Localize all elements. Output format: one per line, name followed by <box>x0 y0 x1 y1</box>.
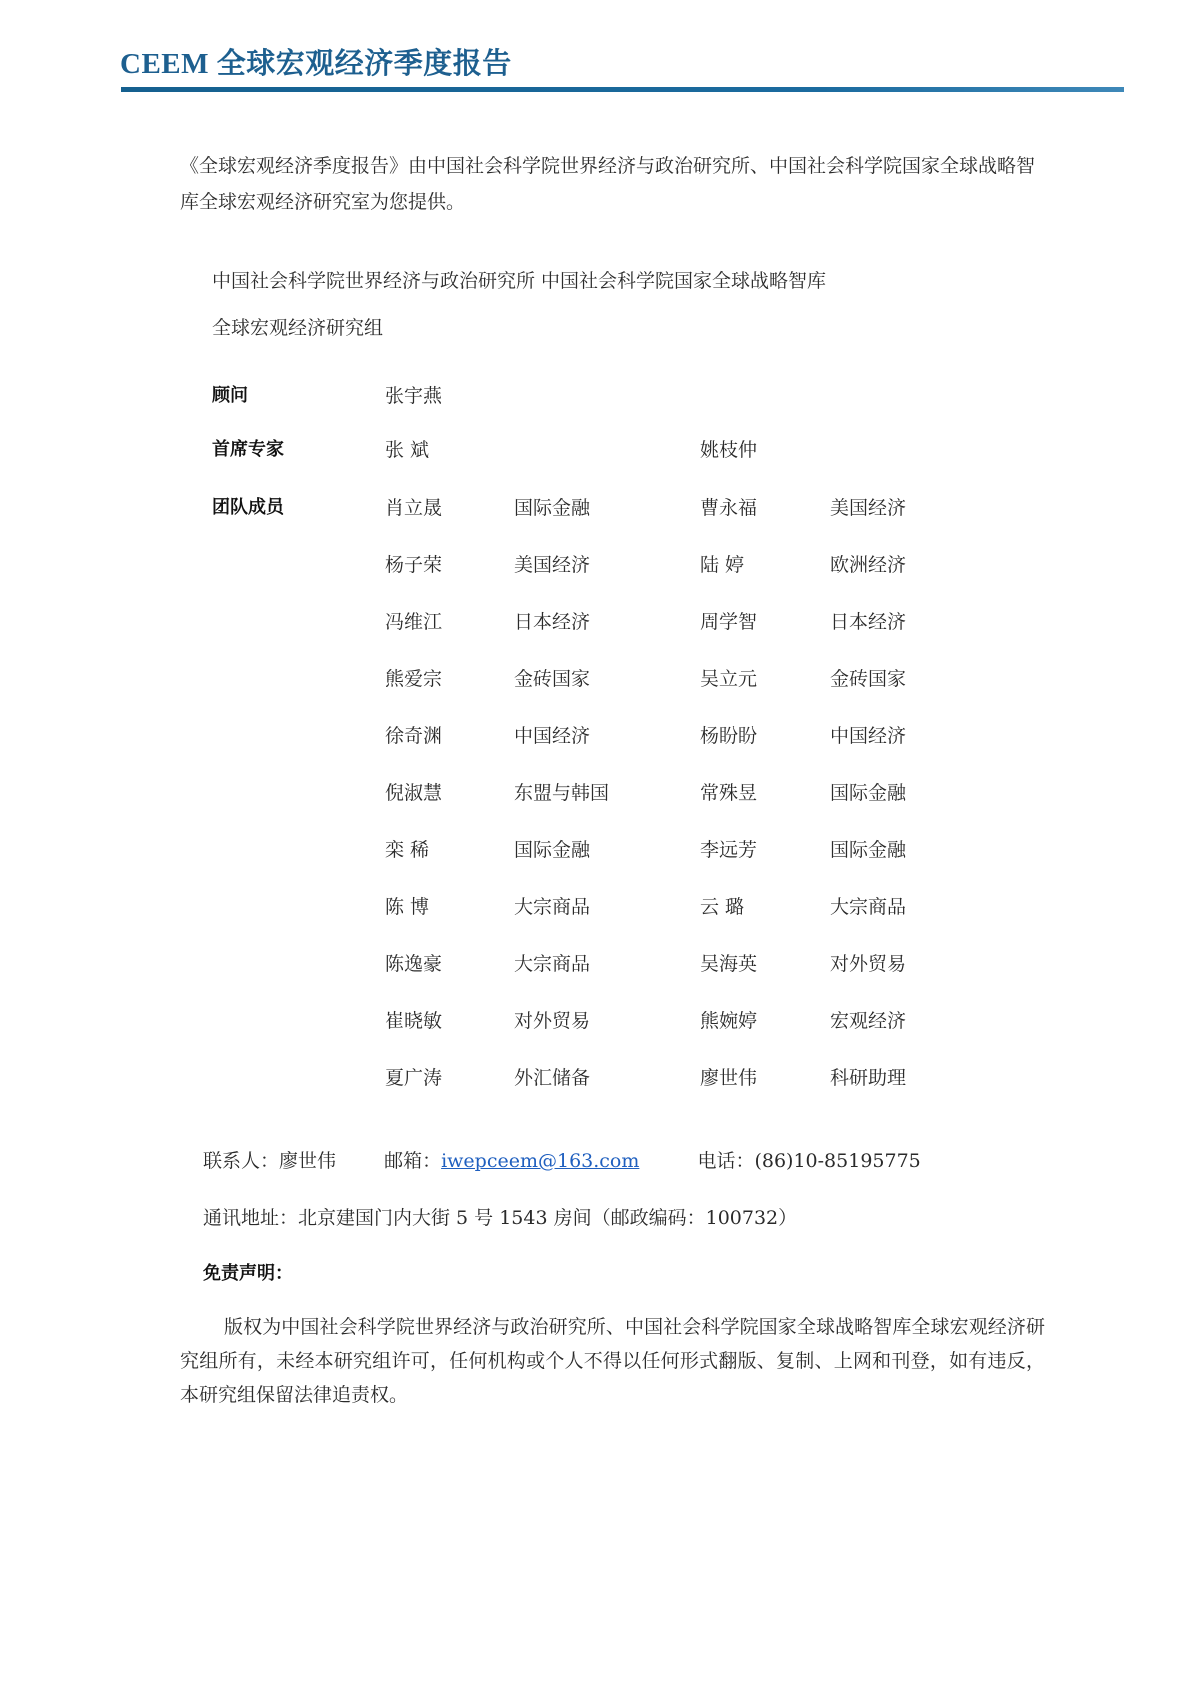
disclaimer-heading: 免责声明： <box>203 1263 293 1284</box>
member-name: 廖世伟 <box>700 1067 758 1089</box>
advisor-label: 顾问 <box>212 385 248 406</box>
member-name: 陈逸豪 <box>385 953 443 975</box>
member-name: 陈 博 <box>385 896 430 918</box>
member-field: 国际金融 <box>514 839 591 861</box>
member-field: 东盟与韩国 <box>514 782 610 804</box>
member-field: 日本经济 <box>830 611 907 633</box>
chief-experts-label: 首席专家 <box>212 439 284 460</box>
contact-person-label: 联系人： <box>203 1150 280 1172</box>
contact-line <box>203 1143 921 1179</box>
member-field: 国际金融 <box>514 497 591 519</box>
member-name: 周学智 <box>700 611 758 633</box>
member-field: 中国经济 <box>514 725 591 747</box>
member-name: 肖立晟 <box>385 497 443 519</box>
member-field: 对外贸易 <box>830 953 907 975</box>
report-title: CEEM 全球宏观经济季度报告 <box>120 48 512 80</box>
member-name: 李远芳 <box>700 839 758 861</box>
intro-paragraph: 《全球宏观经济季度报告》由中国社会科学院世界经济与政治研究所、中国社会科学院国家全球战略智库全球宏观经济研究室为您提供。 <box>180 155 1036 213</box>
member-field: 中国经济 <box>830 725 907 747</box>
team-row <box>0 1060 1200 1096</box>
team-row <box>0 832 1200 868</box>
chief-expert-name: 姚枝仲 <box>700 439 758 461</box>
team-row <box>0 1003 1200 1039</box>
member-name: 曹永福 <box>700 497 758 519</box>
team-row <box>0 547 1200 583</box>
member-name: 吴立元 <box>700 668 758 690</box>
email-link[interactable]: iwepceem@163.com <box>441 1150 640 1172</box>
email-label: 邮箱： <box>384 1150 442 1172</box>
member-field: 科研助理 <box>830 1067 907 1089</box>
team-row <box>0 718 1200 754</box>
member-field: 金砖国家 <box>830 668 907 690</box>
organization-line-2: 全球宏观经济研究组 <box>212 317 384 339</box>
member-field: 美国经济 <box>830 497 907 519</box>
member-name: 杨盼盼 <box>700 725 758 747</box>
disclaimer-text: 版权为中国社会科学院世界经济与政治研究所、中国社会科学院国家全球战略智库全球宏观经济研究组所有，未经本研究组许可，任何机构或个人不得以任何形式翻版、复制、上网和刊登，如有违反，本研究组保留法律追责权。 <box>180 1316 1045 1406</box>
team-row <box>0 889 1200 925</box>
member-name: 徐奇渊 <box>385 725 443 747</box>
team-row <box>0 490 1200 526</box>
team-row <box>0 946 1200 982</box>
member-field: 大宗商品 <box>830 896 907 918</box>
member-field: 金砖国家 <box>514 668 591 690</box>
team-row <box>0 661 1200 697</box>
member-field: 大宗商品 <box>514 896 591 918</box>
member-name: 崔晓敏 <box>385 1010 443 1032</box>
member-field: 宏观经济 <box>830 1010 907 1032</box>
advisor-name: 张宇燕 <box>385 385 443 407</box>
member-name: 陆 婷 <box>700 554 745 576</box>
member-field: 美国经济 <box>514 554 591 576</box>
advisor-row <box>0 378 1200 414</box>
member-name: 栾 稀 <box>385 839 430 861</box>
member-name: 熊婉婷 <box>700 1010 758 1032</box>
contact-person: 廖世伟 <box>279 1150 337 1172</box>
member-field: 日本经济 <box>514 611 591 633</box>
member-field: 国际金融 <box>830 839 907 861</box>
header-divider <box>121 87 1124 92</box>
member-name: 夏广涛 <box>385 1067 443 1089</box>
member-field: 外汇储备 <box>514 1067 591 1089</box>
member-name: 冯维江 <box>385 611 443 633</box>
member-name: 倪淑慧 <box>385 782 443 804</box>
member-name: 熊爱宗 <box>385 668 443 690</box>
chief-expert-name: 张 斌 <box>385 439 430 461</box>
member-field: 大宗商品 <box>514 953 591 975</box>
member-name: 杨子荣 <box>385 554 443 576</box>
chief-experts-row <box>0 432 1200 468</box>
member-name: 云 璐 <box>700 896 745 918</box>
member-field: 欧洲经济 <box>830 554 907 576</box>
phone-number: (86)10-85195775 <box>754 1150 921 1172</box>
mailing-address: 通讯地址：北京建国门内大街 5 号 1543 房间（邮政编码：100732） <box>203 1207 798 1229</box>
member-name: 吴海英 <box>700 953 758 975</box>
team-row <box>0 604 1200 640</box>
team-label: 团队成员 <box>212 497 284 518</box>
organization-line-1: 中国社会科学院世界经济与政治研究所 中国社会科学院国家全球战略智库 <box>212 270 827 292</box>
team-row <box>0 775 1200 811</box>
member-name: 常殊昱 <box>700 782 758 804</box>
member-field: 国际金融 <box>830 782 907 804</box>
phone-label: 电话： <box>697 1150 755 1172</box>
member-field: 对外贸易 <box>514 1010 591 1032</box>
